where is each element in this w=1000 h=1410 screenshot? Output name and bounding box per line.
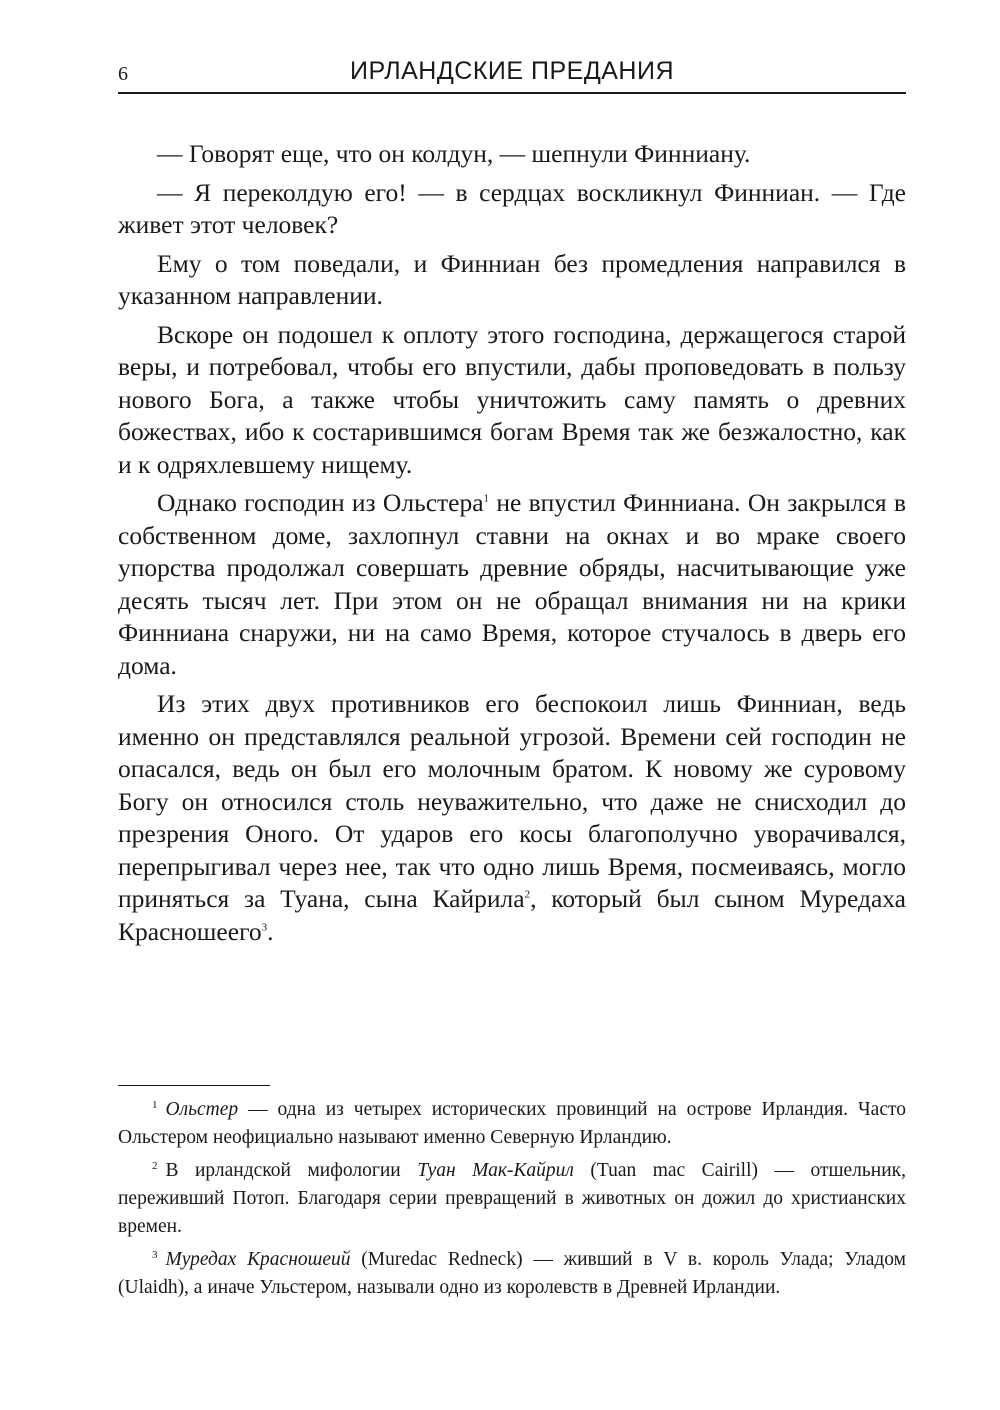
footnote-term: Муредах Красношеий bbox=[165, 1249, 351, 1270]
footnote-separator bbox=[118, 1085, 270, 1086]
footnote-term: Ольстер bbox=[165, 1099, 239, 1120]
footnote-number: 2 bbox=[152, 1159, 158, 1172]
page-number: 6 bbox=[118, 63, 128, 85]
footnote-text: (Muredac Redneck) — живший в V в. король Улада; Уладом (Ulaidh), а иначе Ульстером, называли одно из королевств в Древней Ирландии. bbox=[118, 1249, 907, 1298]
paragraph-3: Ему о том поведали, и Финниан без промедления направился в указанном направлении. bbox=[118, 248, 906, 310]
paragraph-2: — Я переколдую его! — в сердцах воскликнул Финниан. — Где живет этот человек? bbox=[118, 177, 906, 239]
paragraph-6 bbox=[118, 688, 906, 948]
footnote-1 bbox=[118, 1096, 906, 1152]
paragraph-1: — Говорят еще, что он колдун, — шепнули Финниану. bbox=[157, 139, 751, 168]
footnote-term: Туан Мак-Кайрил bbox=[417, 1160, 574, 1181]
footnote-number: 3 bbox=[152, 1248, 158, 1261]
footnote-text: (Tuan mac Cairill) — отшельник, переживший Потоп. Благодаря серии превращений в животных он дожил до христианских времен. bbox=[118, 1160, 906, 1237]
footnotes bbox=[118, 1096, 906, 1307]
paragraph-6-text-c: . bbox=[267, 916, 274, 946]
footnote-2 bbox=[118, 1157, 906, 1241]
paragraph-6-text-a: Из этих двух противников его беспокоил лишь Финниан, ведь именно он представлялся реальной угрозой. Времени сей господин не опасался, ведь он был его молочным братом. К новому же суровому Богу он относился столь неуважительно, что даже не снисходил до презрения Оного. От ударов его косы благополучно уворачивался, перепрыгивал через нее, так что одно лишь Время, посмеиваясь, могло приняться за Туана, сына Кайрила bbox=[118, 689, 906, 913]
footnote-ref-2: 2 bbox=[524, 888, 531, 901]
footnote-number: 1 bbox=[152, 1098, 158, 1111]
paragraph-4: Вскоре он подошел к оплоту этого господина, держащегося старой веры, и потребовал, чтобы его впустили, дабы проповедовать в пользу нового Бога, а также чтобы уничтожить саму память о древних божествах, ибо к состарившимся богам Время так же безжалостно, как и к одряхлевшему нищему. bbox=[118, 319, 906, 479]
footnote-prefix: В ирландской мифологии bbox=[165, 1160, 418, 1181]
running-title: ИРЛАНДСКИЕ ПРЕДАНИЯ bbox=[349, 57, 674, 85]
footnote-ref-1: 1 bbox=[483, 492, 490, 505]
paragraph-6-text-b: , который был сыном Муредаха Красношеего bbox=[118, 884, 906, 946]
paragraph-5-text-b: не впустил Финниана. Он закрылся в собственном доме, захлопнул ставни на окнах и во мраке своего упорства продолжал совершать древние обряды, насчитывающие уже десять тысяч лет. При этом он не обращал внимания ни на крики Финниана снаружи, ни на само Время, которое стучалось в дверь его дома. bbox=[118, 488, 906, 680]
paragraph-5-text-a: Однако господин из Ольстера bbox=[157, 488, 484, 517]
page-header bbox=[118, 56, 906, 94]
footnote-text: — одна из четырех исторических провинций на острове Ирландия. Часто Ольстером неофициально называют именно Северную Ирландию. bbox=[118, 1099, 906, 1148]
footnote-3 bbox=[118, 1246, 906, 1302]
paragraph-5 bbox=[118, 487, 906, 682]
main-text bbox=[118, 138, 906, 954]
footnote-ref-3: 3 bbox=[261, 921, 268, 933]
